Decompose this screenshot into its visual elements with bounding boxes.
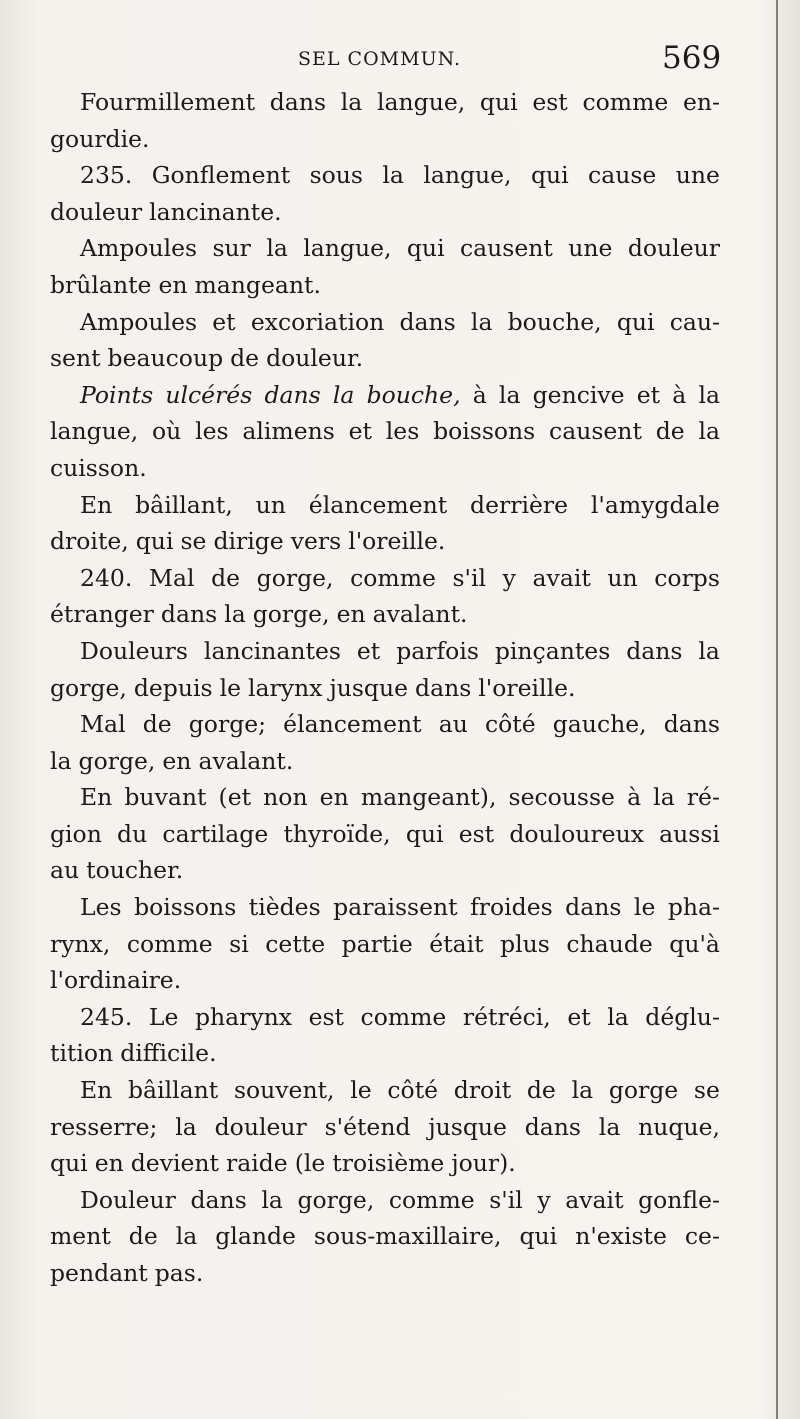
text-line: gourdie. (50, 124, 150, 153)
text-line: gion du cartilage thyroïde, qui est douloureux aussi (50, 819, 720, 848)
text-line: En buvant (et non en mangeant), secousse à la ré- (80, 783, 720, 812)
text-line: Ampoules et excoriation dans la bouche, qui cau- (80, 307, 720, 336)
text-line: droite, qui se dirige vers l'oreille. (50, 527, 446, 556)
text-line: douleur lancinante. (50, 197, 282, 226)
text-line: 235. Gonflement sous la langue, qui cause une (80, 161, 720, 190)
text-line: étranger dans la gorge, en avalant. (50, 600, 468, 629)
text-line: qui en devient raide (le troisième jour). (50, 1149, 516, 1178)
text-line: 240. Mal de gorge, comme s'il y avait un corps (80, 563, 720, 592)
page-header (0, 40, 800, 90)
text-line: cuisson. (50, 453, 147, 482)
text-line: au toucher. (50, 856, 184, 885)
text-line: Ampoules sur la langue, qui causent une douleur (80, 234, 720, 263)
text-line: gorge, depuis le larynx jusque dans l'oreille. (50, 673, 576, 702)
text-line: Douleur dans la gorge, comme s'il y avait gonfle- (80, 1185, 720, 1214)
text-line: Points ulcérés dans la bouche, à la gencive et à la (80, 380, 720, 409)
text-line: tition difficile. (50, 1039, 217, 1068)
body-text (50, 84, 720, 1292)
text-line: sent beaucoup de douleur. (50, 344, 364, 373)
text-line: pendant pas. (50, 1259, 204, 1287)
text-line: resserre; la douleur s'étend jusque dans la nuque, (50, 1112, 720, 1141)
text-line: langue, où les alimens et les boissons causent de la (50, 417, 720, 446)
text-line: En bâillant souvent, le côté droit de la gorge se (80, 1076, 720, 1105)
running-title: SEL COMMUN. (298, 48, 462, 70)
text-line: rynx, comme si cette partie était plus chaude qu'à (50, 929, 720, 958)
text-line: brûlante en mangeant. (50, 270, 321, 299)
text-line: la gorge, en avalant. (50, 746, 294, 775)
page-edge-shadow (776, 0, 778, 1419)
text-line: Fourmillement dans la langue, qui est comme en- (80, 88, 720, 116)
text-line: Mal de gorge; élancement au côté gauche, dans (80, 710, 720, 739)
text-line: l'ordinaire. (50, 966, 182, 995)
text-line: Douleurs lancinantes et parfois pinçantes dans la (80, 636, 720, 665)
page-number: 569 (662, 40, 722, 76)
text-line: Les boissons tièdes paraissent froides dans le pha- (80, 893, 720, 922)
text-line: 245. Le pharynx est comme rétréci, et la déglu- (80, 1002, 720, 1031)
text-line: ment de la glande sous-maxillaire, qui n'existe ce- (50, 1222, 720, 1251)
text-line: En bâillant, un élancement derrière l'amygdale (80, 490, 720, 519)
